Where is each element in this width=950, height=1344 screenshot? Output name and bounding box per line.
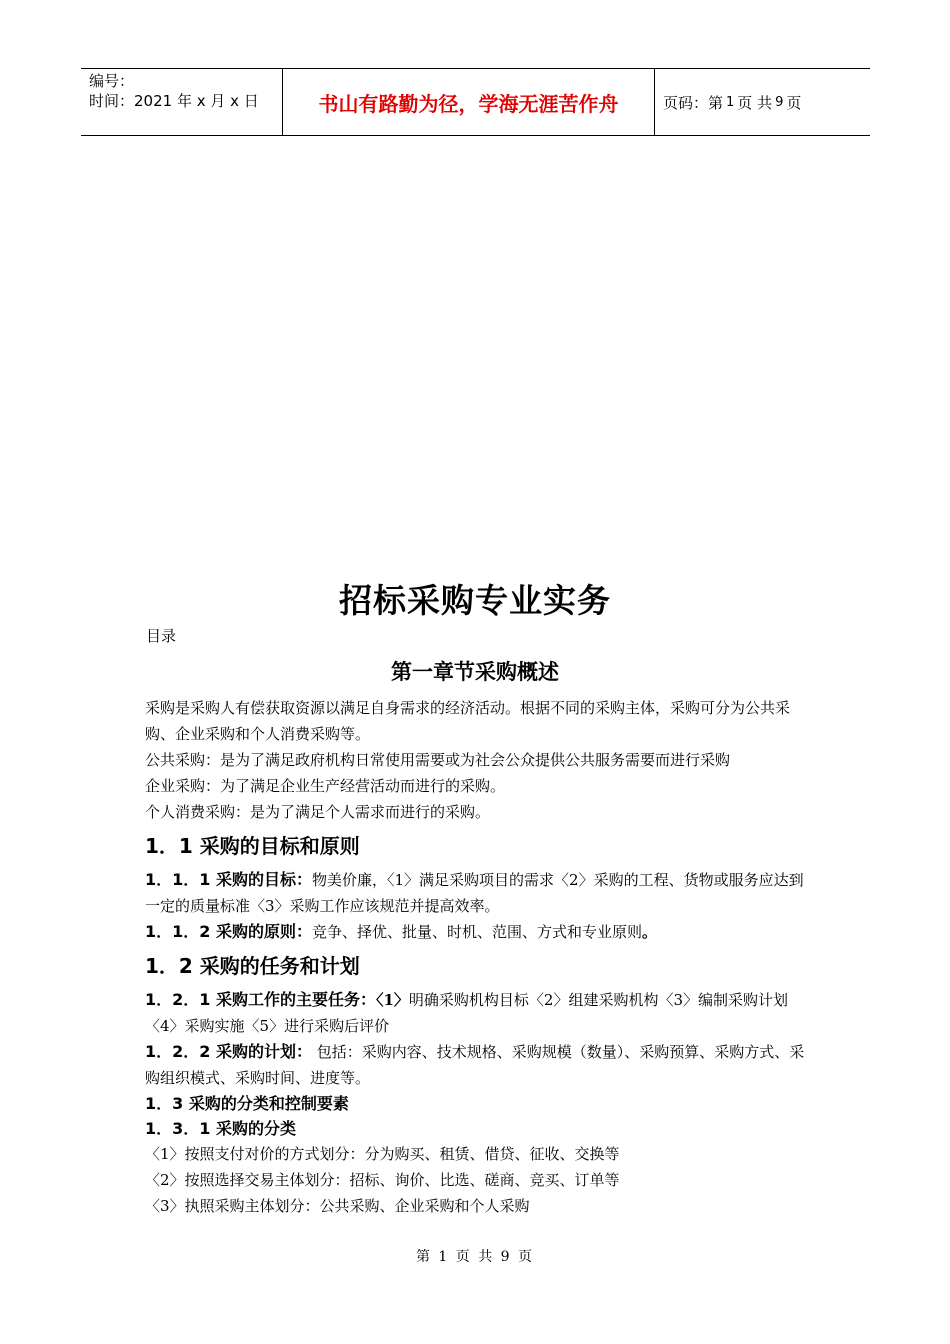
personal-procurement-paragraph: 个人消费采购：是为了满足个人需求而进行的采购。: [145, 803, 491, 821]
code-label: 编号：: [89, 72, 135, 90]
section-heading-1-3-1: 1．3．1 采购的分类: [145, 1119, 296, 1138]
section-heading-1-3: 1．3 采购的分类和控制要素: [145, 1094, 349, 1113]
list-item: 〈1〉按照支付对价的方式划分：分为购买、租赁、借贷、征收、交换等: [145, 1145, 620, 1163]
public-procurement-paragraph: 公共采购：是为了满足政府机构日常使用需要或为社会公众提供公共服务需要而进行采购: [145, 751, 731, 769]
header-page-info: [655, 69, 870, 135]
toc-label: 目录: [146, 627, 177, 645]
end-1-1-2: 。: [642, 923, 658, 941]
text-1-2-2: 包括：采购内容、技术规格、采购规模（数量）、采购预算、采购方式、采购组织模式、采购时间、进度等。: [145, 1043, 805, 1087]
section-1-1-1: [145, 867, 810, 919]
chapter-heading: 第一章节采购概述: [391, 660, 559, 684]
time-label: 时间：2021 年 x 月 x 日: [89, 92, 259, 110]
page-number: 1: [726, 94, 735, 110]
enterprise-procurement-paragraph: 企业采购：为了满足企业生产经营活动而进行的采购。: [145, 777, 506, 795]
intro-paragraph: 采购是采购人有偿获取资源以满足自身需求的经济活动。根据不同的采购主体，采购可分为公共采购、企业采购和个人消费采购等。: [145, 699, 791, 743]
text-1-2-1: 明确采购机构目标〈2〉组建采购机构〈3〉编制采购计划〈4〉采购实施〈5〉进行采购后评价: [145, 991, 789, 1035]
section-1-2-2: [145, 1039, 810, 1091]
document-title: 招标采购专业实务: [339, 581, 611, 620]
section-heading-1-1: 1．1 采购的目标和原则: [145, 834, 360, 858]
page-prefix: 页码：第: [663, 93, 724, 112]
list-item: 〈3〉执照采购主体划分：公共采购、企业采购和个人采购: [145, 1197, 530, 1215]
label-1-2-2: 1．2．2 采购的计划：: [145, 1042, 312, 1061]
section-heading-1-2: 1．2 采购的任务和计划: [145, 954, 360, 978]
header-meta: [81, 69, 282, 135]
label-1-1-1: 1．1．1 采购的目标：: [145, 870, 312, 889]
label-1-1-2: 1．1．2 采购的原则：: [145, 922, 312, 941]
document-header: [81, 68, 870, 136]
page-total: 9: [775, 94, 784, 110]
text-1-1-2: 竞争、择优、批量、时机、范围、方式和专业原则: [311, 923, 642, 941]
page-suffix: 页: [786, 93, 802, 112]
bold-1-2-1: 〈1〉: [375, 991, 409, 1009]
document-body: [145, 695, 810, 1219]
section-1-1-2: [145, 919, 810, 945]
label-1-2-1: 1．2．1 采购工作的主要任务：: [145, 990, 376, 1009]
text-1-1-1: 物美价廉，〈1〉满足采购项目的需求〈2〉采购的工程、货物或服务应达到一定的质量标准〈3〉采购工作应该规范并提高效率。: [145, 871, 804, 915]
header-slogan: 书山有路勤为径，学海无涯苦作舟: [282, 69, 655, 135]
page-mid: 页 共: [737, 93, 773, 112]
section-1-2-1: [145, 987, 810, 1039]
list-item: 〈2〉按照选择交易主体划分：招标、询价、比选、磋商、竞买、订单等: [145, 1171, 620, 1189]
page-footer: 第 1 页 共 9 页: [415, 1249, 535, 1265]
